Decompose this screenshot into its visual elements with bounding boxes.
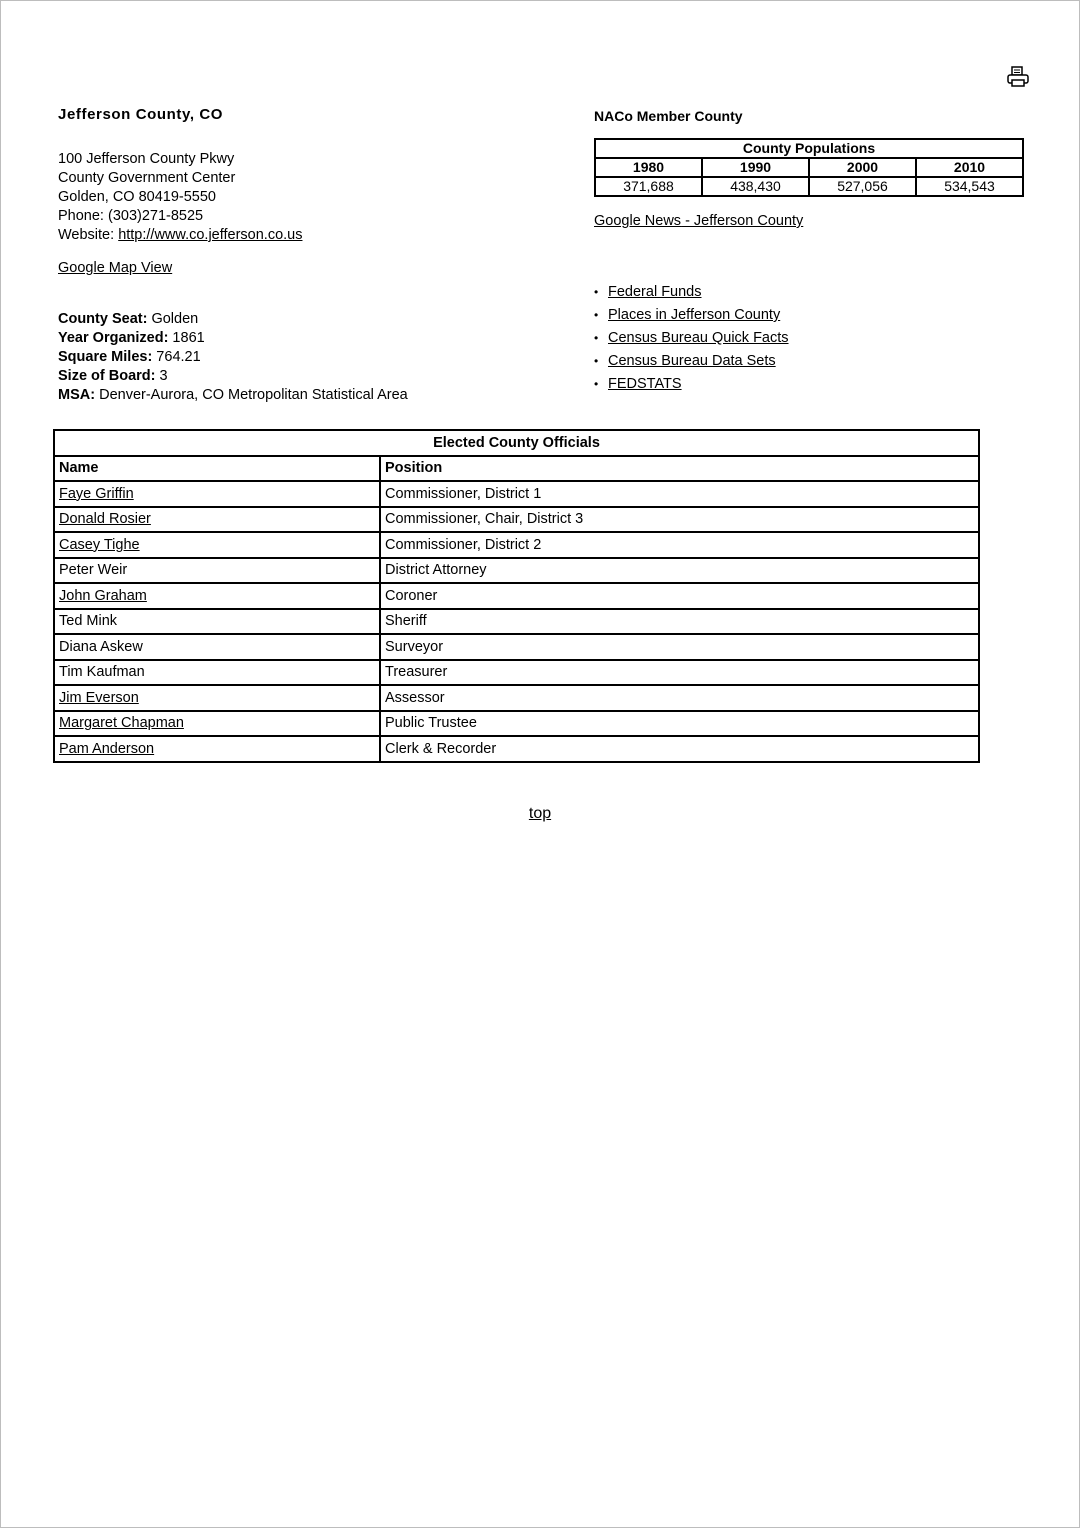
places-link[interactable]: Places in Jefferson County (608, 307, 781, 323)
bullet-icon: • (594, 308, 599, 322)
table-row (54, 736, 979, 762)
table-row (54, 660, 979, 686)
official-name-cell (54, 532, 380, 558)
list-item (594, 350, 1026, 373)
fact-msa (58, 386, 558, 405)
top-link-container (0, 803, 1080, 825)
official-name-cell (54, 685, 380, 711)
table-row (54, 558, 979, 584)
table-row (54, 481, 979, 507)
official-name-link[interactable]: Jim Everson (59, 689, 139, 706)
fact-value: 764.21 (152, 349, 201, 365)
official-name-cell (54, 507, 380, 533)
website-link[interactable]: http://www.co.jefferson.co.us (118, 227, 303, 243)
top-link[interactable]: top (528, 805, 552, 822)
population-table (594, 138, 1024, 197)
official-name-cell (54, 583, 380, 609)
federal-funds-link[interactable]: Federal Funds (608, 284, 702, 300)
official-name-link[interactable]: Donald Rosier (59, 511, 151, 528)
officials-caption: Elected County Officials (54, 430, 979, 456)
official-position: Treasurer (380, 660, 979, 686)
fact-value: 3 (155, 368, 168, 384)
address-line: County Government Center (58, 170, 236, 186)
fact-label: Size of Board: (58, 368, 156, 384)
bullet-icon: • (594, 285, 599, 299)
official-position: Public Trustee (380, 711, 979, 737)
population-value: 438,430 (702, 177, 809, 196)
website-label: Website: (58, 227, 119, 243)
table-row (54, 685, 979, 711)
population-value: 534,543 (916, 177, 1023, 196)
official-position: Coroner (380, 583, 979, 609)
official-position: Commissioner, District 1 (380, 481, 979, 507)
official-name-link[interactable]: Pam Anderson (59, 740, 155, 757)
address-line: Golden, CO 80419-5550 (58, 189, 216, 205)
population-year: 2010 (916, 158, 1023, 177)
official-name-link[interactable]: Margaret Chapman (59, 715, 184, 732)
naco-member-label: NACo Member County (594, 108, 743, 124)
official-position: Commissioner, Chair, District 3 (380, 507, 979, 533)
official-name-link[interactable]: Casey Tighe (59, 536, 140, 553)
resource-links (594, 281, 1026, 396)
county-facts (58, 310, 558, 405)
official-name-cell (54, 609, 380, 635)
fact-label: Square Miles: (58, 349, 153, 365)
population-caption: County Populations (595, 139, 1023, 158)
officials-table (53, 429, 980, 763)
population-value: 527,056 (809, 177, 916, 196)
table-row (54, 583, 979, 609)
fact-value: 1861 (168, 330, 205, 346)
list-item (594, 327, 1026, 350)
address-block (58, 150, 558, 245)
fact-value: Golden (147, 311, 199, 327)
bullet-icon: • (594, 354, 599, 368)
official-name-cell (54, 634, 380, 660)
list-item (594, 373, 1026, 396)
official-name-cell (54, 481, 380, 507)
bullet-icon: • (594, 377, 599, 391)
table-row (54, 532, 979, 558)
google-news-link[interactable]: Google News (594, 213, 682, 229)
list-item (594, 281, 1026, 304)
official-position: Clerk & Recorder (380, 736, 979, 762)
population-year: 1980 (595, 158, 702, 177)
official-position: Sheriff (380, 609, 979, 635)
phone-line: Phone: (303)271-8525 (58, 208, 204, 224)
population-year: 2000 (809, 158, 916, 177)
fact-value: Denver-Aurora, CO Metropolitan Statistical Area (95, 387, 408, 403)
fedstats-link[interactable]: FEDSTATS (608, 376, 682, 392)
column-header-name: Name (54, 456, 380, 482)
official-name-cell (54, 736, 380, 762)
official-position: Assessor (380, 685, 979, 711)
table-row (54, 507, 979, 533)
google-news-line (594, 211, 1026, 231)
fact-year-organized (58, 329, 558, 348)
table-row (54, 634, 979, 660)
bullet-icon: • (594, 331, 599, 345)
county-extras (594, 106, 1026, 396)
column-header-position: Position (380, 456, 979, 482)
fact-label: Year Organized: (58, 330, 169, 346)
list-item (594, 304, 1026, 327)
county-title: Jefferson County, CO (58, 106, 224, 123)
official-name: Peter Weir (59, 562, 128, 579)
population-value-row (595, 177, 1023, 196)
officials-body (54, 481, 979, 762)
official-name: Diana Askew (59, 638, 143, 655)
address-line: 100 Jefferson County Pkwy (58, 151, 235, 167)
website-line (58, 226, 558, 245)
census-data-sets-link[interactable]: Census Bureau Data Sets (608, 353, 776, 369)
official-name-cell (54, 660, 380, 686)
population-year-row (595, 158, 1023, 177)
fact-county-seat (58, 310, 558, 329)
official-position: Commissioner, District 2 (380, 532, 979, 558)
printer-icon[interactable] (1006, 66, 1030, 88)
table-row (54, 609, 979, 635)
official-name-link[interactable]: John Graham (59, 587, 147, 604)
county-info (58, 106, 558, 405)
official-name-cell (54, 558, 380, 584)
google-news-suffix[interactable]: - Jefferson County (681, 213, 804, 229)
official-position: District Attorney (380, 558, 979, 584)
official-name: Ted Mink (59, 613, 118, 630)
fact-square-miles (58, 348, 558, 367)
census-quick-facts-link[interactable]: Census Bureau Quick Facts (608, 330, 789, 346)
official-name-cell (54, 711, 380, 737)
official-position: Surveyor (380, 634, 979, 660)
official-name: Tim Kaufman (59, 664, 145, 681)
fact-label: MSA: (58, 387, 96, 403)
population-year: 1990 (702, 158, 809, 177)
fact-board-size (58, 367, 558, 386)
table-row (54, 711, 979, 737)
google-map-link[interactable]: Google Map View (58, 260, 173, 276)
population-value: 371,688 (595, 177, 702, 196)
official-name-link[interactable]: Faye Griffin (59, 485, 134, 502)
fact-label: County Seat: (58, 311, 148, 327)
